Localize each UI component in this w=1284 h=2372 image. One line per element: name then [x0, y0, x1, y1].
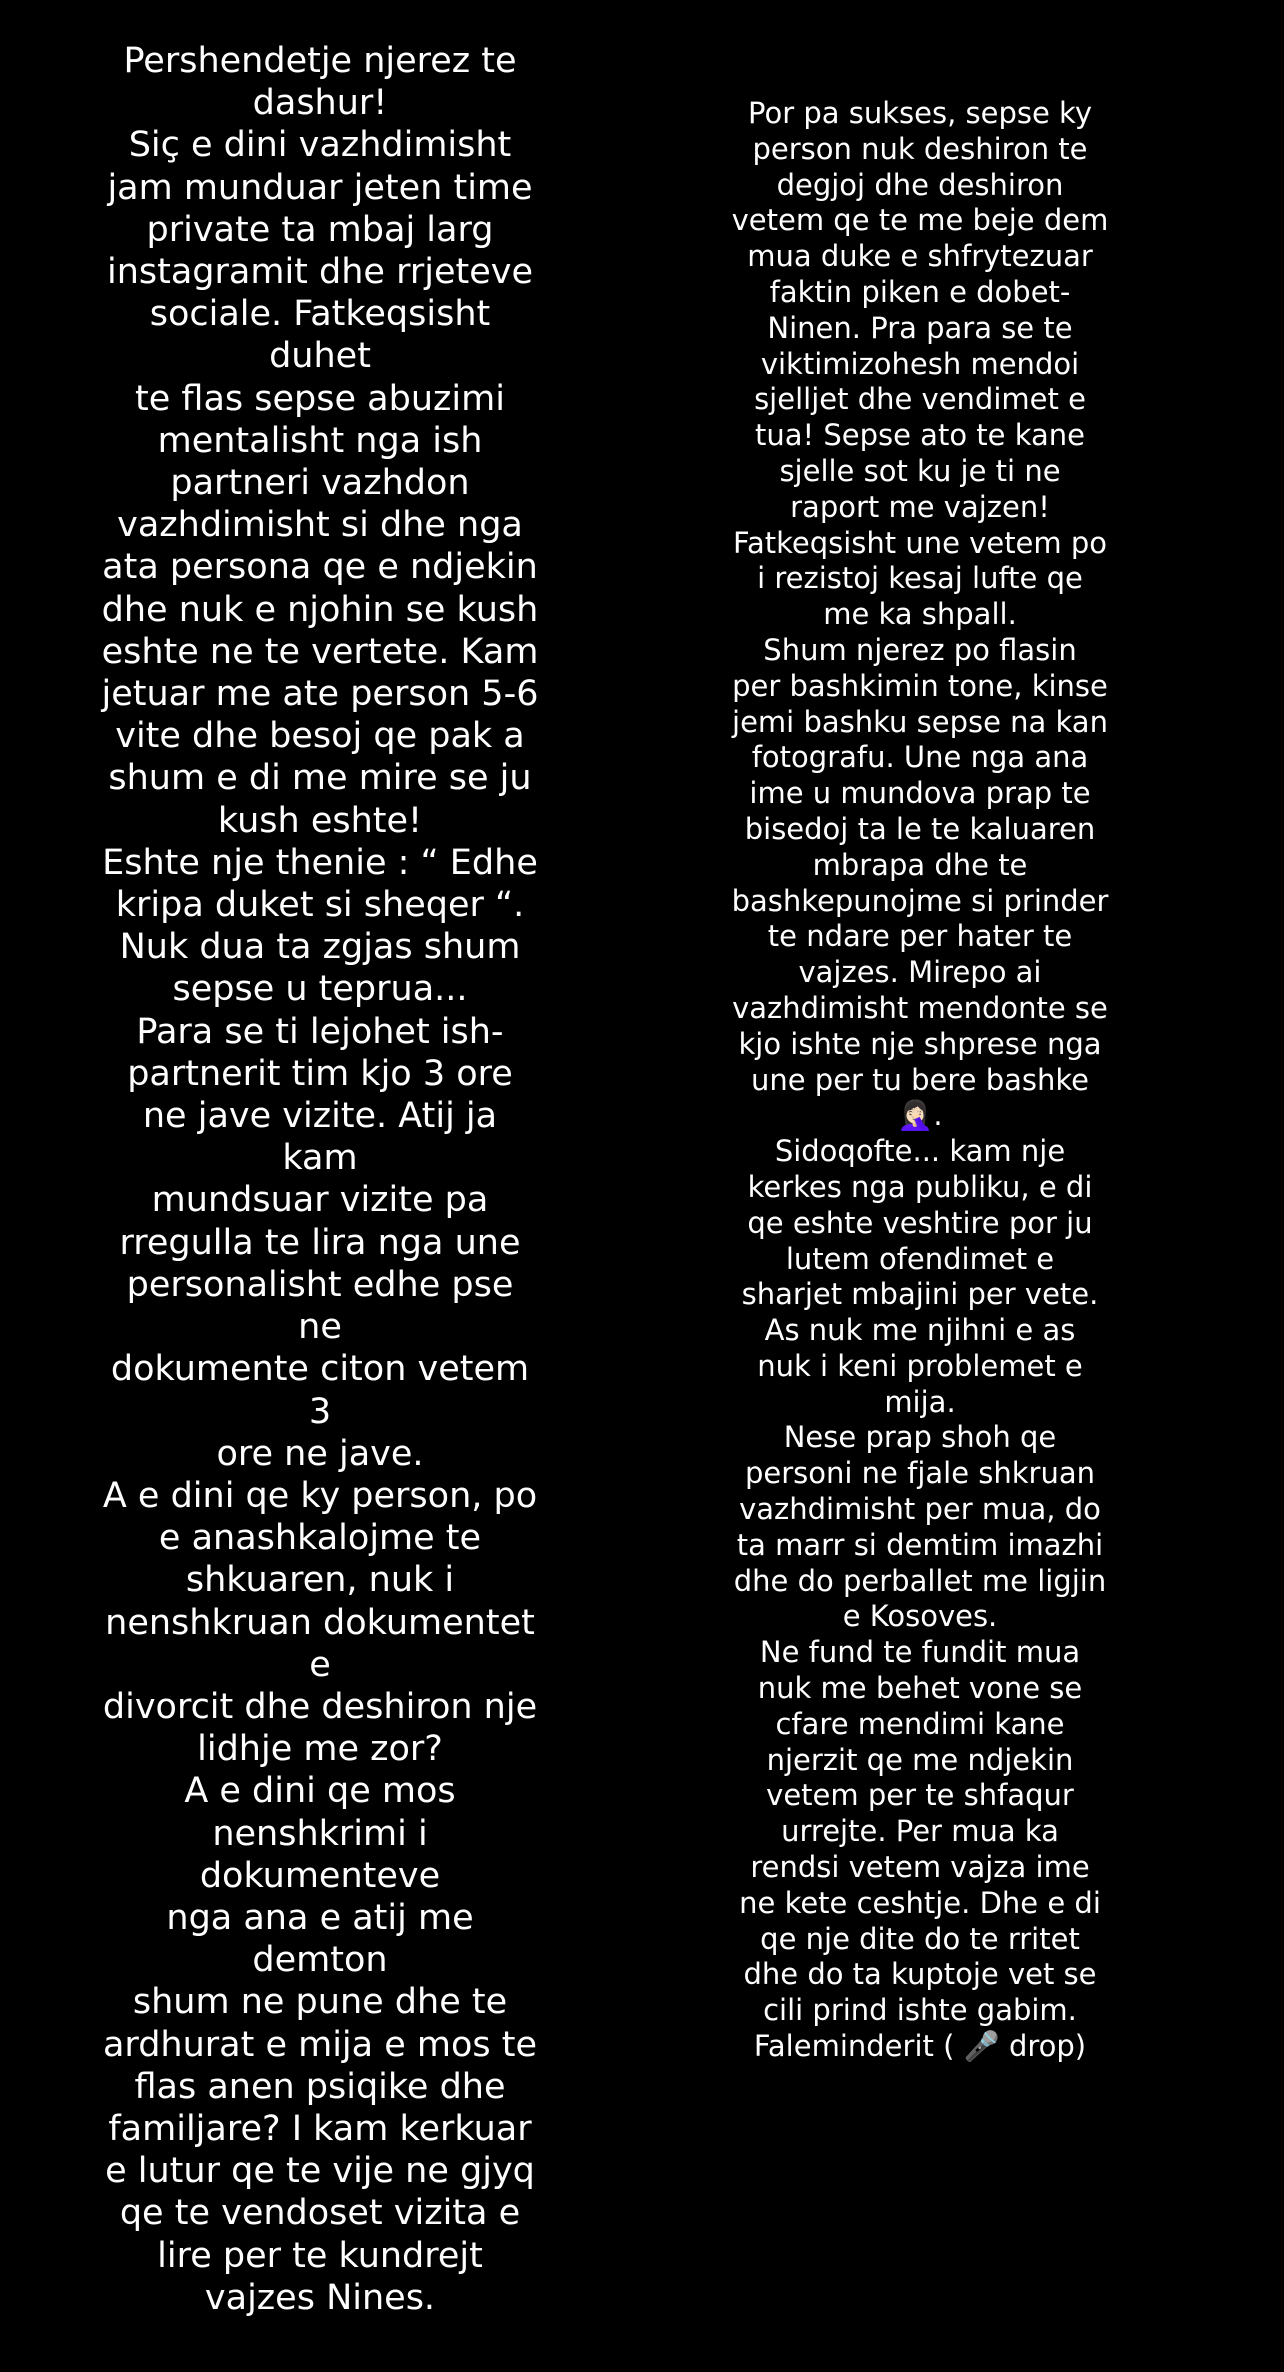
story-text-left-column: Pershendetje njerez te dashur! Siç e dini vazhdimisht jam munduar jeten time private ta mbaj larg instagramit dhe rrjeteve sociale. Fatkeqsisht duhet te flas sepse abuzimi mentalisht nga ish partneri vazhdon vazhdimisht si dhe nga ata persona qe e ndjekin dhe nuk e njohin se kush eshte ne te vertete. Kam jetuar me ate person 5-6 vite dhe besoj qe pak a shum e di me mire se ju kush eshte! Eshte nje thenie : “ Edhe kripa duket si sheqer “. Nuk dua ta zgjas shum sepse u teprua... Para se ti lejohet ish- partnerit tim kjo 3 ore ne jave vizite. Atij ja kam mundsuar vizite pa rregulla te lira nga une personalisht edhe pse ne dokumente citon vetem 3 ore ne jave. A e dini qe ky person, po e anashkalojme te shkuaren, nuk i nenshkruan dokumentet e divorcit dhe deshiron nje lidhje me zor? A e dini qe mos nenshkrimi i dokumenteve nga ana e atij me demton shum ne pune dhe te ardhurat e mija e mos te flas anen psiqike dhe familjare? I kam kerkuar e lutur qe te vije ne gjyq qe te vendoset vizita e lire per te kundrejt vajzes Nines. [101, 41, 539, 2318]
story-text-right-column: Por pa sukses, sepse ky person nuk deshiron te degjoj dhe deshiron vetem qe te me beje dem mua duke e shfrytezuar faktin piken e dobet- Ninen. Pra para se te viktimizohesh mendoi sjelljet dhe vendimet e tua! Sepse ato te kane sjelle sot ku je ti ne raport me vajzen! Fatkeqsisht une vetem po i rezistoj kesaj lufte qe me ka shpall. Shum njerez po flasin per bashkimin tone, kinse jemi bashku sepse na kan fotografu. Une nga ana ime u mundova prap te bisedoj ta le te kaluaren mbrapa dhe te bashkepunojme si prinder te ndare per hater te vajzes. Mirepo ai vazhdimisht mendonte se kjo ishte nje shprese nga une per tu bere bashke 🤦🏻‍♀️. Sidoqofte... kam nje kerkes nga publiku, e di qe eshte veshtire por ju lutem ofendimet e sharjet mbajini per vete. As nuk me njihni e as nuk i keni problemet e mija. Nese prap shoh qe personi ne fjale shkruan vazhdimisht per mua, do ta marr si demtim imazhi dhe do perballet me ligjin e Kosoves. Ne fund te fundit mua nuk me behet vone se cfare mendimi kane njerzit qe me ndjekin vetem per te shfaqur urrejte. Per mua ka rendsi vetem vajza ime ne kete ceshtje. Dhe e di qe nje dite do te rritet dhe do ta kuptoje vet se cili prind ishte gabim. Faleminderit ( 🎤 drop) [731, 96, 1109, 2064]
